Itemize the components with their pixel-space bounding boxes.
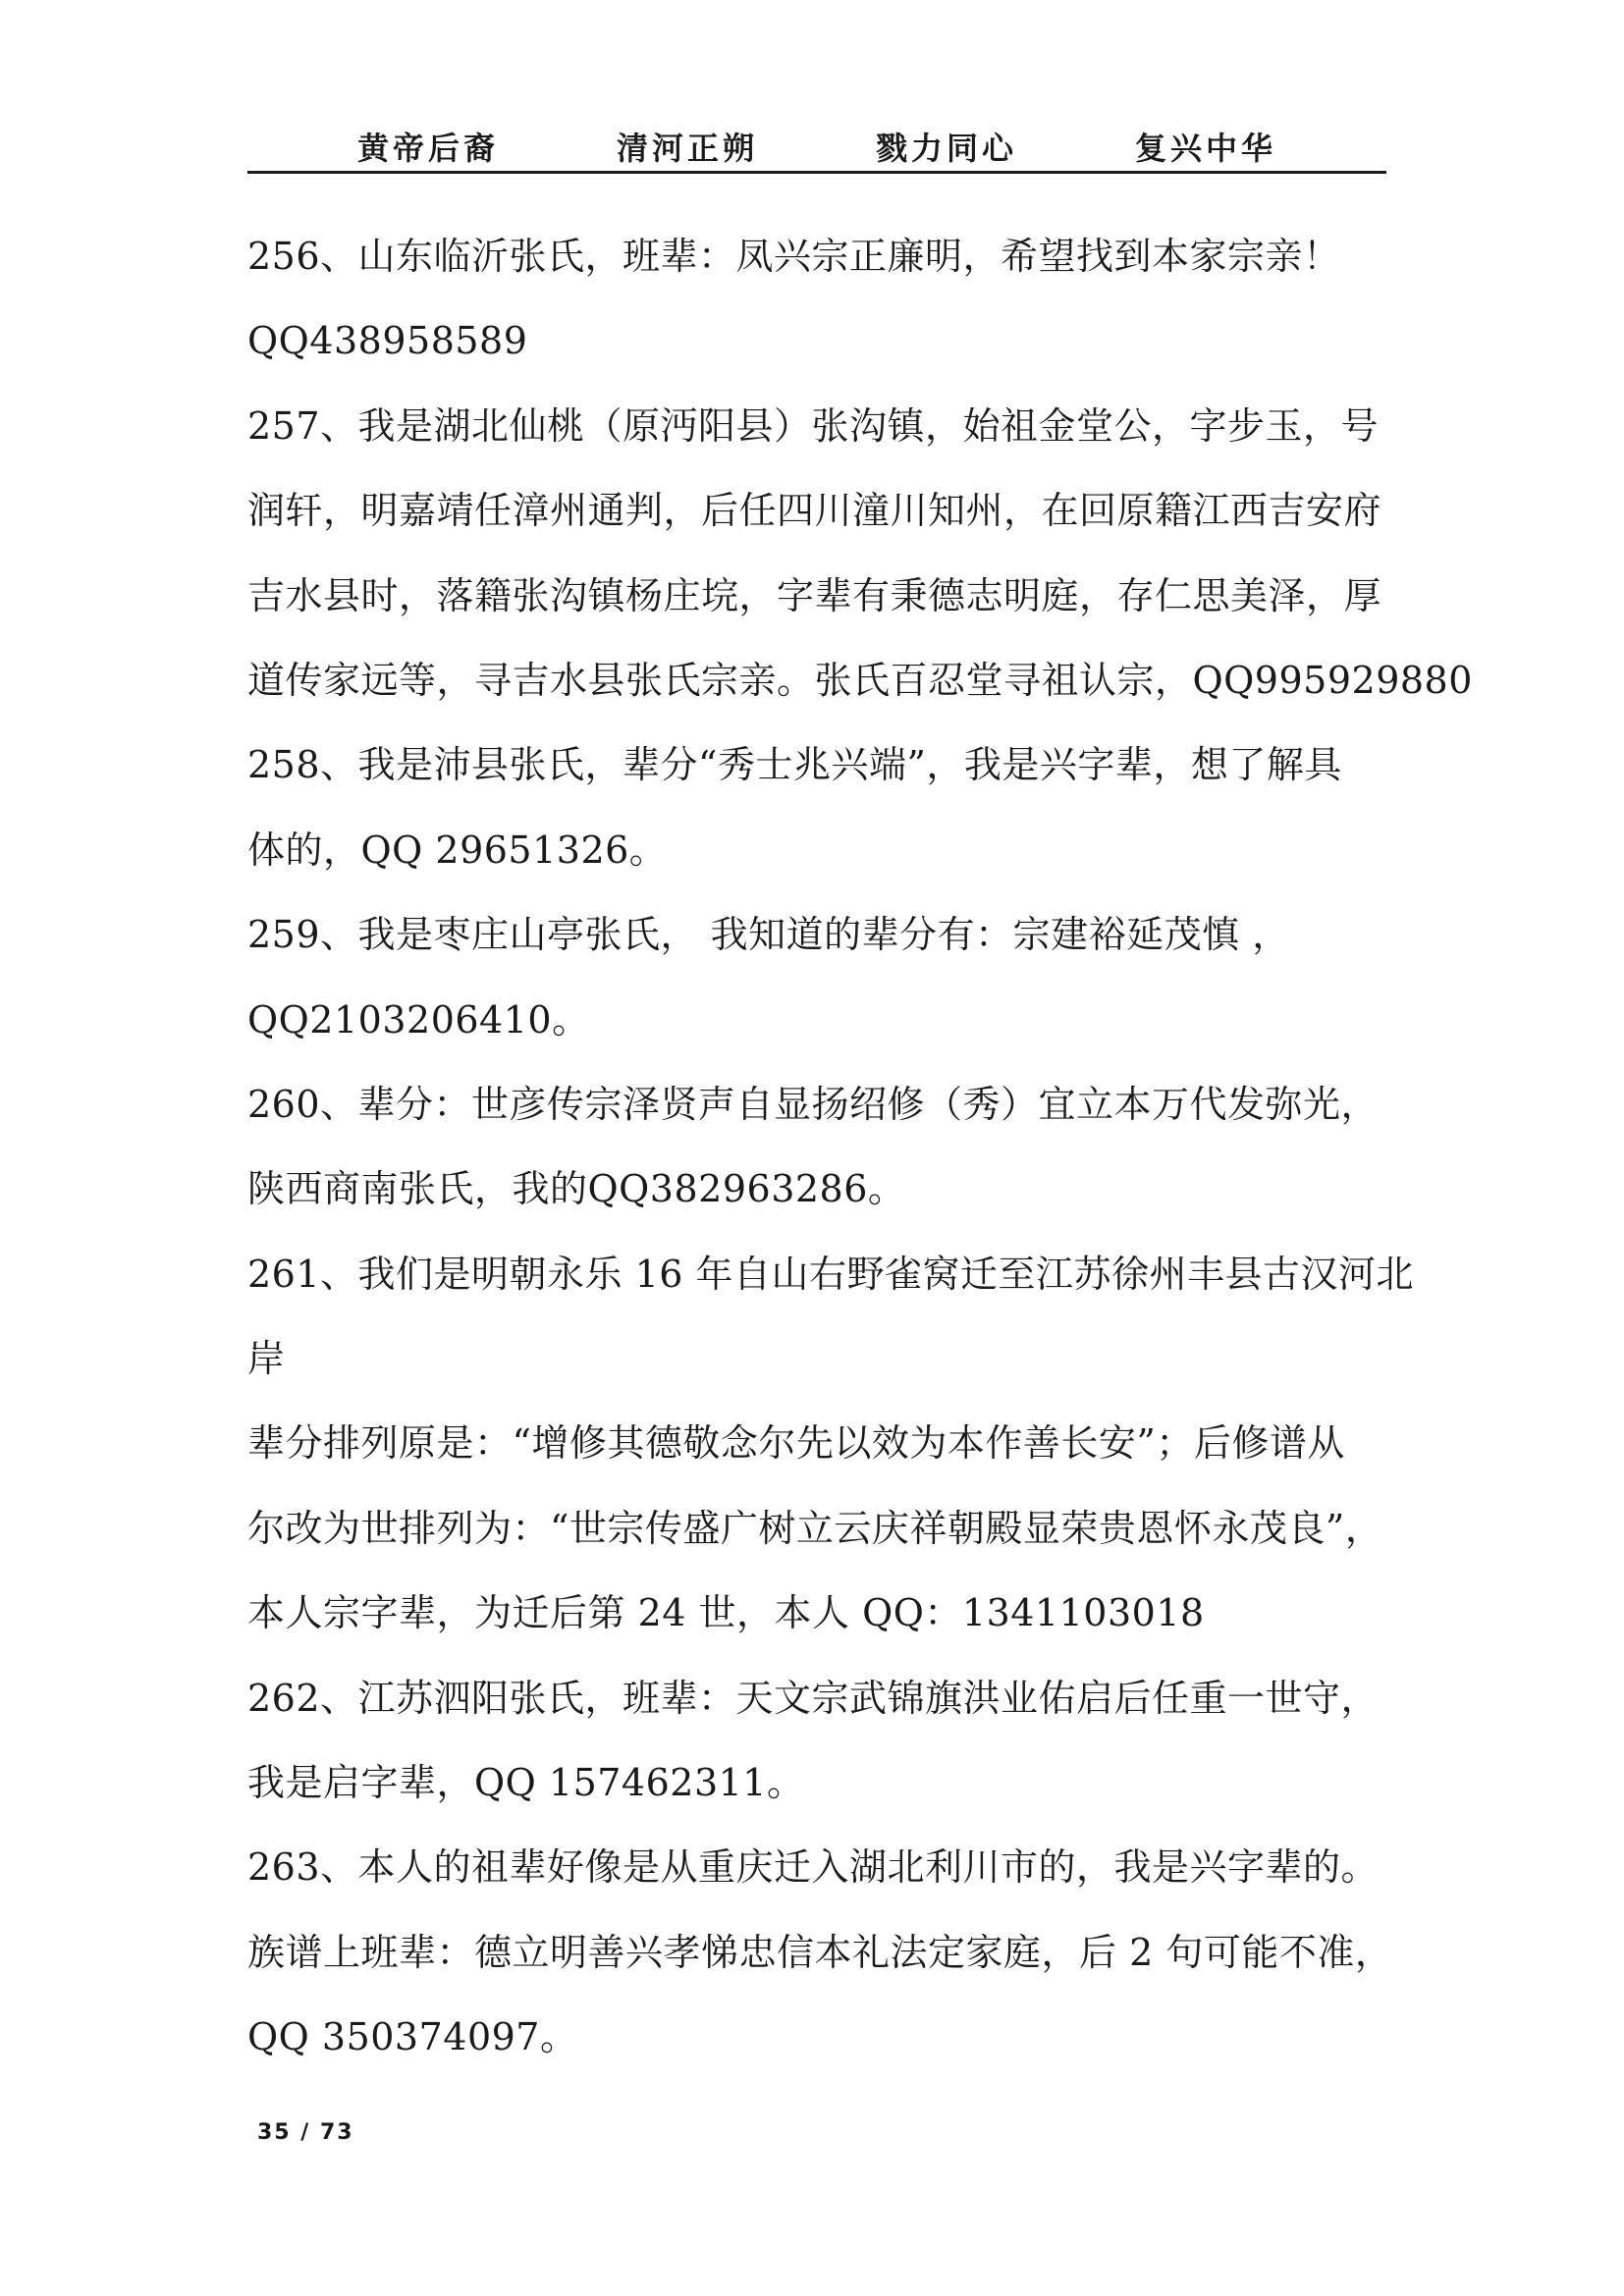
text-line: 257、我是湖北仙桃（原沔阳县）张沟镇，始祖金堂公，字步玉，号 [247,403,1380,448]
text-line: 陕西商南张氏，我的QQ382963286。 [247,1167,906,1211]
text-line: 尔改为世排列为：“世宗传盛广树立云庆祥朝殿显荣贵恩怀永茂良”， [247,1506,1383,1550]
page-number: 35 / 73 [257,2120,354,2145]
text-line: 辈分排列原是：“增修其德敬念尔先以效为本作善长安”；后修谱从 [247,1421,1345,1466]
text-line: 族谱上班辈：德立明善兴孝悌忠信本礼法定家庭，后 2 句可能不准， [247,1930,1393,1974]
text-line: 润轩，明嘉靖任漳州通判，后任四川潼川知州，在回原籍江西吉安府 [247,489,1382,533]
text-line: 岸 [247,1337,286,1381]
text-line: 259、我是枣庄山亭张氏， 我知道的辈分有：宗建裕延茂慎 ， [247,913,1290,957]
header-phrase: 黄帝后裔 [356,130,499,167]
page-header [247,116,1386,174]
body-text [247,214,1473,2080]
text-line: 我是启字辈，QQ 157462311。 [247,1761,805,1805]
text-line: 262、江苏泗阳张氏，班辈：天文宗武锦旗洪业佑启后任重一世守， [247,1676,1380,1720]
header-phrase: 戮力同心 [876,130,1018,167]
text-line: 258、我是沛县张氏，辈分“秀士兆兴端”，我是兴字辈，想了解具 [247,743,1342,787]
text-line: QQ438958589 [247,319,528,363]
text-line: 体的，QQ 29651326。 [247,828,668,872]
text-line: QQ2103206410。 [247,997,590,1041]
text-line: 260、辈分：世彦传宗泽贤声自显扬绍修（秀）宜立本万代发弥光， [247,1082,1380,1126]
header-phrases [247,124,1386,169]
header-phrase: 复兴中华 [1135,130,1277,167]
text-line: 道传家远等，寻吉水县张氏宗亲。张氏百忍堂寻祖认宗，QQ995929880 [247,658,1473,702]
text-line: 吉水县时，落籍张沟镇杨庄垸，字辈有秉德志明庭，存仁思美泽，厚 [247,573,1382,617]
header-phrase: 清河正朔 [616,130,758,167]
text-line: 261、我们是明朝永乐 16 年自山右野雀窝迁至江苏徐州丰县古汉河北 [247,1252,1415,1296]
text-line: 本人宗字辈，为迁后第 24 世，本人 QQ：1341103018 [247,1591,1205,1635]
text-line: 263、本人的祖辈好像是从重庆迁入湖北利川市的，我是兴字辈的。 [247,1845,1380,1890]
text-line: QQ 350374097。 [247,2015,578,2059]
text-line: 256、山东临沂张氏，班辈：凤兴宗正廉明，希望找到本家宗亲！ [247,235,1341,278]
